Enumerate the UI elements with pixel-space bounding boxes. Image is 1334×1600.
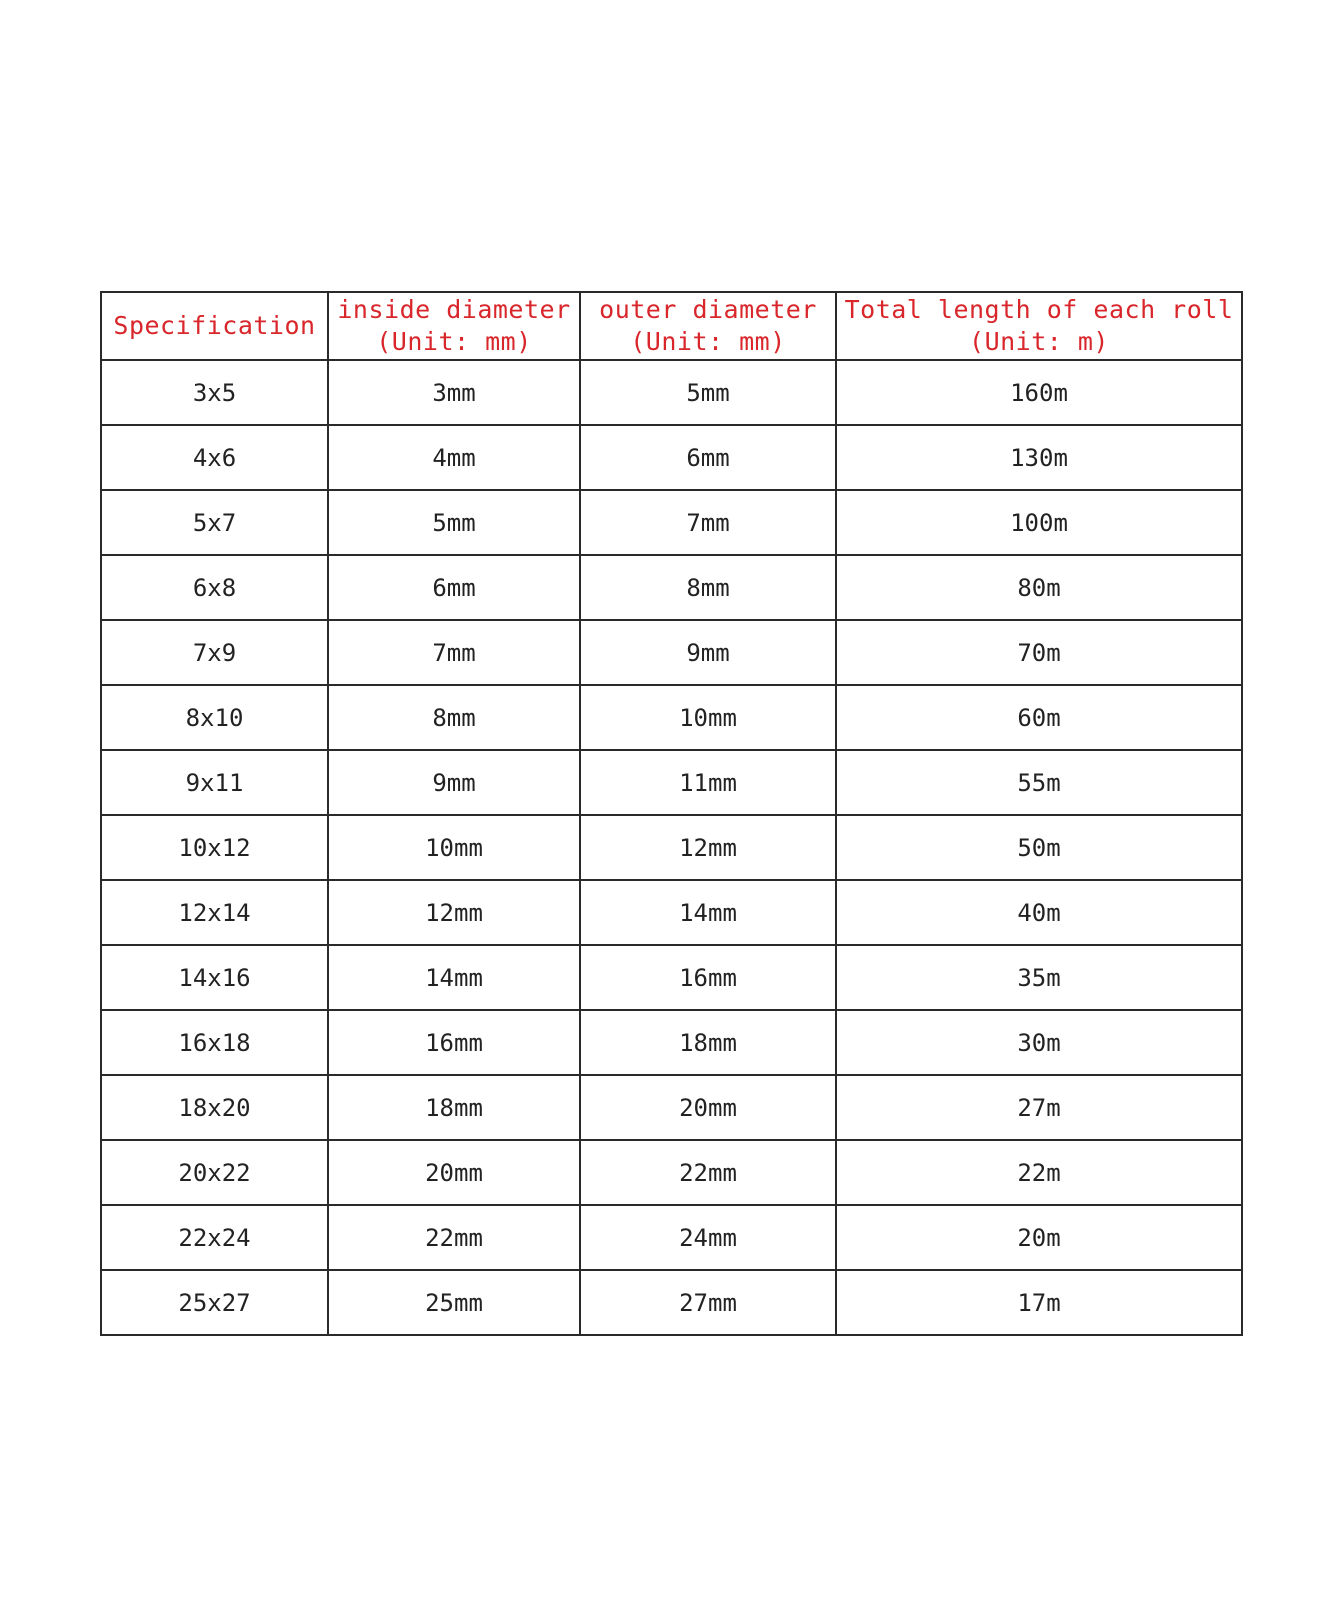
cell-specification: 8x10 bbox=[101, 685, 328, 750]
header-outer-diameter bbox=[580, 292, 836, 360]
cell-outer-diameter: 18mm bbox=[580, 1010, 836, 1075]
cell-specification: 16x18 bbox=[101, 1010, 328, 1075]
table-body bbox=[101, 360, 1242, 1335]
cell-inside-diameter: 6mm bbox=[328, 555, 580, 620]
cell-outer-diameter: 6mm bbox=[580, 425, 836, 490]
table-row bbox=[101, 1270, 1242, 1335]
cell-outer-diameter: 5mm bbox=[580, 360, 836, 425]
table-row bbox=[101, 490, 1242, 555]
cell-specification: 7x9 bbox=[101, 620, 328, 685]
header-inside-diameter-unit: (Unit: mm) bbox=[376, 327, 532, 356]
cell-inside-diameter: 18mm bbox=[328, 1075, 580, 1140]
specification-table bbox=[100, 291, 1243, 1336]
cell-outer-diameter: 27mm bbox=[580, 1270, 836, 1335]
header-outer-diameter-label: outer diameter bbox=[599, 295, 817, 324]
cell-total-length: 35m bbox=[836, 945, 1242, 1010]
cell-total-length: 80m bbox=[836, 555, 1242, 620]
cell-inside-diameter: 5mm bbox=[328, 490, 580, 555]
cell-total-length: 30m bbox=[836, 1010, 1242, 1075]
cell-outer-diameter: 8mm bbox=[580, 555, 836, 620]
header-row bbox=[101, 292, 1242, 360]
cell-inside-diameter: 20mm bbox=[328, 1140, 580, 1205]
table-row bbox=[101, 360, 1242, 425]
cell-inside-diameter: 3mm bbox=[328, 360, 580, 425]
cell-specification: 20x22 bbox=[101, 1140, 328, 1205]
cell-outer-diameter: 14mm bbox=[580, 880, 836, 945]
cell-inside-diameter: 12mm bbox=[328, 880, 580, 945]
cell-specification: 9x11 bbox=[101, 750, 328, 815]
cell-total-length: 17m bbox=[836, 1270, 1242, 1335]
header-inside-diameter-label: inside diameter bbox=[337, 295, 571, 324]
table-row bbox=[101, 1010, 1242, 1075]
cell-inside-diameter: 22mm bbox=[328, 1205, 580, 1270]
cell-total-length: 130m bbox=[836, 425, 1242, 490]
cell-inside-diameter: 4mm bbox=[328, 425, 580, 490]
cell-total-length: 60m bbox=[836, 685, 1242, 750]
cell-total-length: 55m bbox=[836, 750, 1242, 815]
cell-inside-diameter: 8mm bbox=[328, 685, 580, 750]
cell-inside-diameter: 14mm bbox=[328, 945, 580, 1010]
cell-specification: 3x5 bbox=[101, 360, 328, 425]
header-total-length-unit: (Unit: m) bbox=[969, 327, 1109, 356]
cell-outer-diameter: 10mm bbox=[580, 685, 836, 750]
cell-specification: 22x24 bbox=[101, 1205, 328, 1270]
cell-total-length: 27m bbox=[836, 1075, 1242, 1140]
table-row bbox=[101, 555, 1242, 620]
cell-total-length: 70m bbox=[836, 620, 1242, 685]
cell-total-length: 22m bbox=[836, 1140, 1242, 1205]
table-row bbox=[101, 945, 1242, 1010]
cell-outer-diameter: 24mm bbox=[580, 1205, 836, 1270]
cell-specification: 12x14 bbox=[101, 880, 328, 945]
table-row bbox=[101, 750, 1242, 815]
cell-specification: 4x6 bbox=[101, 425, 328, 490]
cell-specification: 5x7 bbox=[101, 490, 328, 555]
cell-specification: 18x20 bbox=[101, 1075, 328, 1140]
table-row bbox=[101, 685, 1242, 750]
table-row bbox=[101, 880, 1242, 945]
cell-inside-diameter: 9mm bbox=[328, 750, 580, 815]
table-row bbox=[101, 425, 1242, 490]
header-total-length bbox=[836, 292, 1242, 360]
cell-total-length: 40m bbox=[836, 880, 1242, 945]
table-row bbox=[101, 815, 1242, 880]
header-outer-diameter-unit: (Unit: mm) bbox=[630, 327, 786, 356]
header-specification-label: Specification bbox=[113, 311, 316, 340]
cell-outer-diameter: 9mm bbox=[580, 620, 836, 685]
cell-total-length: 100m bbox=[836, 490, 1242, 555]
cell-outer-diameter: 16mm bbox=[580, 945, 836, 1010]
cell-outer-diameter: 7mm bbox=[580, 490, 836, 555]
cell-specification: 25x27 bbox=[101, 1270, 328, 1335]
cell-total-length: 20m bbox=[836, 1205, 1242, 1270]
cell-outer-diameter: 12mm bbox=[580, 815, 836, 880]
header-total-length-label: Total length of each roll bbox=[844, 295, 1234, 324]
cell-outer-diameter: 20mm bbox=[580, 1075, 836, 1140]
cell-outer-diameter: 11mm bbox=[580, 750, 836, 815]
cell-total-length: 160m bbox=[836, 360, 1242, 425]
cell-inside-diameter: 25mm bbox=[328, 1270, 580, 1335]
header-inside-diameter bbox=[328, 292, 580, 360]
cell-outer-diameter: 22mm bbox=[580, 1140, 836, 1205]
cell-inside-diameter: 7mm bbox=[328, 620, 580, 685]
header-specification bbox=[101, 292, 328, 360]
cell-specification: 10x12 bbox=[101, 815, 328, 880]
cell-specification: 14x16 bbox=[101, 945, 328, 1010]
cell-specification: 6x8 bbox=[101, 555, 328, 620]
table-row bbox=[101, 1140, 1242, 1205]
cell-inside-diameter: 16mm bbox=[328, 1010, 580, 1075]
table-row bbox=[101, 620, 1242, 685]
table-header bbox=[101, 292, 1242, 360]
table-row bbox=[101, 1205, 1242, 1270]
cell-total-length: 50m bbox=[836, 815, 1242, 880]
cell-inside-diameter: 10mm bbox=[328, 815, 580, 880]
table-row bbox=[101, 1075, 1242, 1140]
